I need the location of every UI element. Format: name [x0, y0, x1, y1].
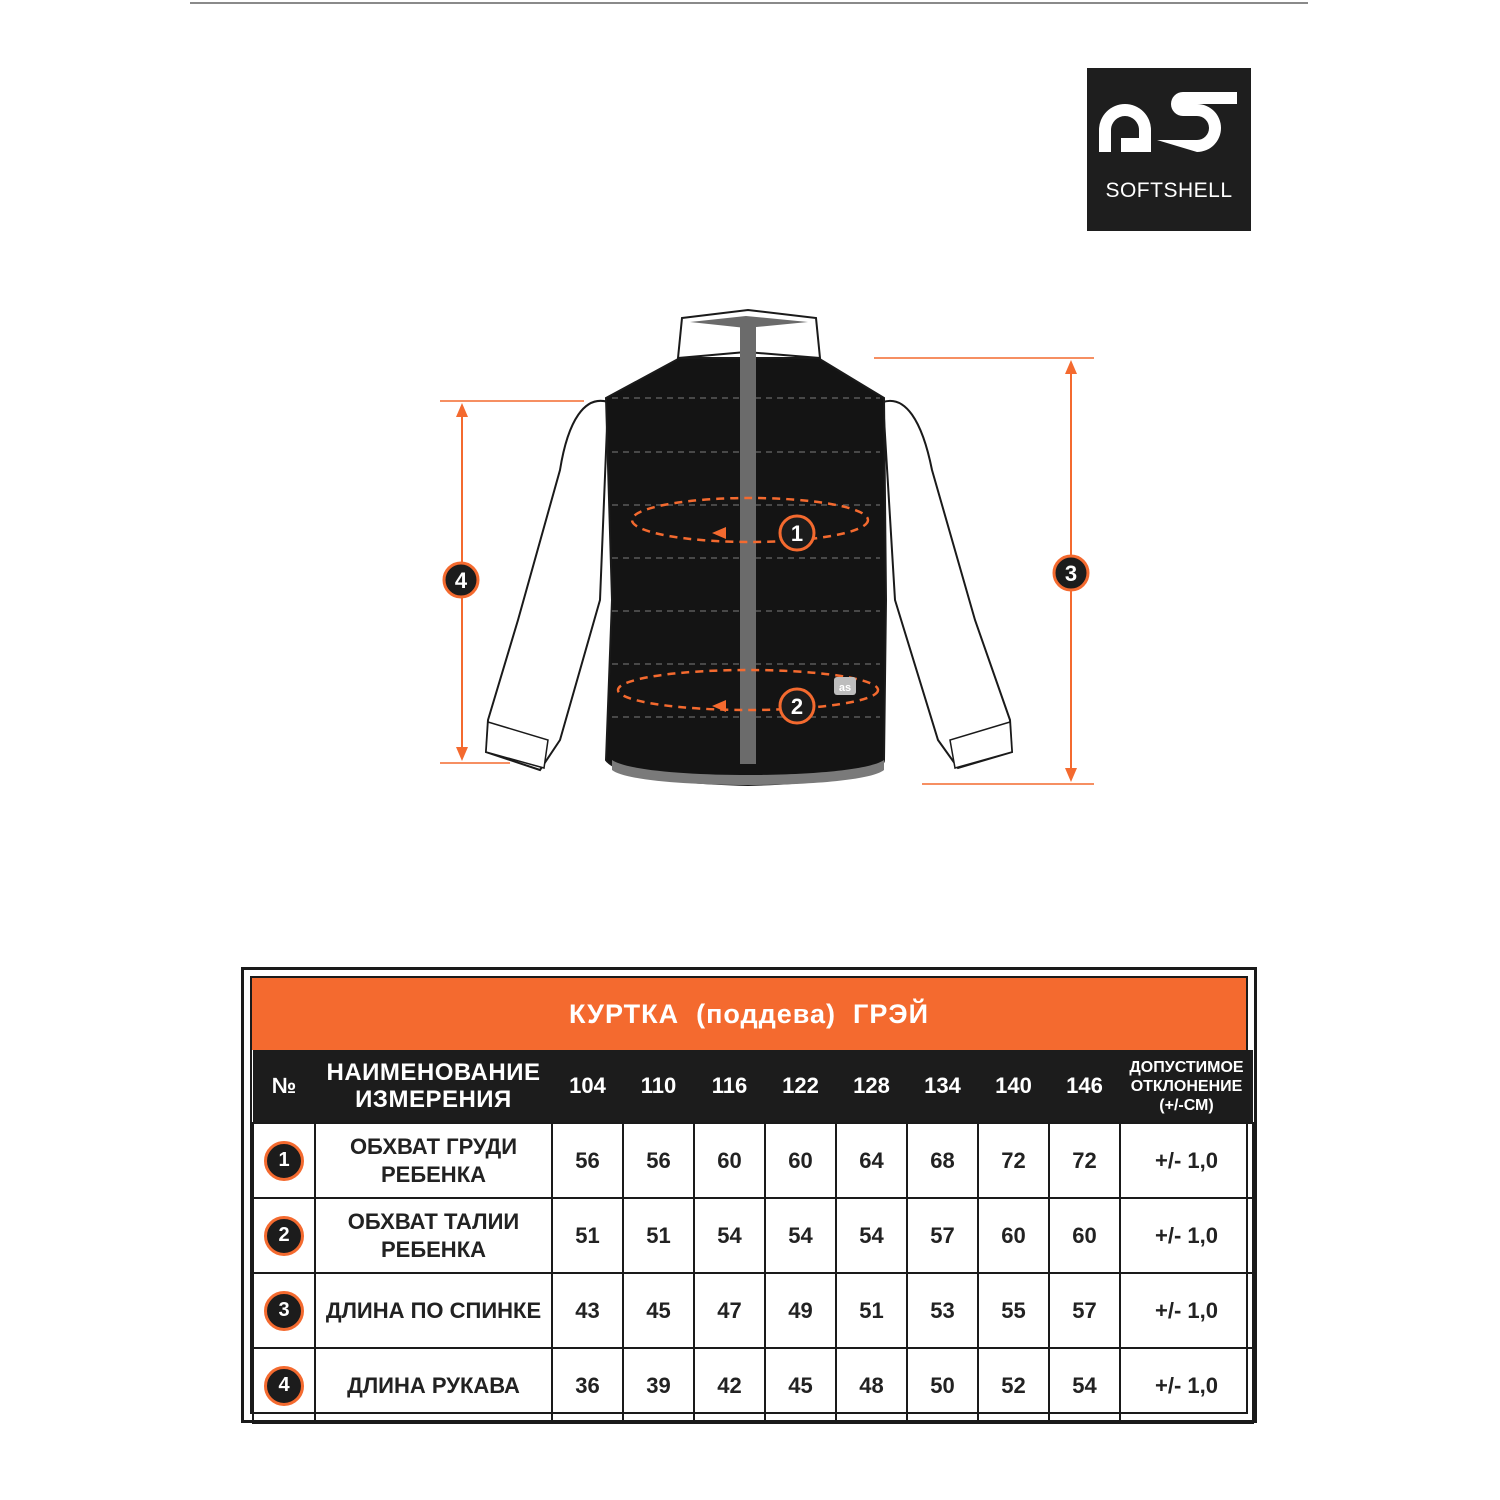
- measurement-name: ДЛИНА РУКАВА: [315, 1348, 552, 1423]
- svg-text:4: 4: [454, 568, 468, 593]
- value-cell: 48: [836, 1348, 907, 1423]
- value-cell: 54: [1049, 1348, 1120, 1423]
- header-size-146: 146: [1049, 1050, 1120, 1123]
- size-chart: [241, 967, 1257, 1423]
- table-header-row: [253, 1050, 1253, 1123]
- measurement-name: ОБХВАТ ГРУДИ РЕБЕНКА: [315, 1123, 552, 1198]
- row-number-cell: [253, 1198, 315, 1273]
- value-cell: 60: [978, 1198, 1049, 1273]
- row-number-badge: 2: [264, 1216, 304, 1256]
- row-number-cell: [253, 1123, 315, 1198]
- measurement-name: ОБХВАТ ТАЛИИ РЕБЕНКА: [315, 1198, 552, 1273]
- value-cell: 54: [765, 1198, 836, 1273]
- value-cell: 51: [552, 1198, 623, 1273]
- table-row: [253, 1123, 1253, 1198]
- jacket-logo-text: as: [838, 682, 852, 694]
- value-cell: 57: [907, 1198, 978, 1273]
- row-number-cell: [253, 1348, 315, 1423]
- size-chart-inner: [250, 976, 1248, 1414]
- value-cell: 68: [907, 1123, 978, 1198]
- marker-4: [444, 563, 478, 597]
- header-size-134: 134: [907, 1050, 978, 1123]
- value-cell: 72: [1049, 1123, 1120, 1198]
- row-number-badge: 4: [264, 1366, 304, 1406]
- row-number-cell: [253, 1273, 315, 1348]
- table-row: [253, 1273, 1253, 1348]
- value-cell: 57: [1049, 1273, 1120, 1348]
- table-row: [253, 1198, 1253, 1273]
- header-measurement-name: НАИМЕНОВАНИЕ ИЗМЕРЕНИЯ: [315, 1050, 552, 1123]
- value-cell: 54: [694, 1198, 765, 1273]
- svg-text:3: 3: [1064, 561, 1078, 586]
- value-cell: 51: [836, 1273, 907, 1348]
- brand-logo-text: SOFTSHELL: [1105, 179, 1233, 202]
- measurement-name: ДЛИНА ПО СПИНКЕ: [315, 1273, 552, 1348]
- value-cell: 54: [836, 1198, 907, 1273]
- tolerance-cell: +/- 1,0: [1120, 1198, 1253, 1273]
- tolerance-cell: +/- 1,0: [1120, 1273, 1253, 1348]
- value-cell: 45: [765, 1348, 836, 1423]
- header-tolerance: ДОПУСТИМОЕ ОТКЛОНЕНИЕ (+/-СМ): [1120, 1050, 1253, 1123]
- tolerance-cell: +/- 1,0: [1120, 1348, 1253, 1423]
- tolerance-cell: +/- 1,0: [1120, 1123, 1253, 1198]
- size-table: [252, 1050, 1254, 1424]
- value-cell: 52: [978, 1348, 1049, 1423]
- marker-2: [780, 689, 814, 723]
- header-size-128: 128: [836, 1050, 907, 1123]
- row-number-badge: 3: [264, 1291, 304, 1331]
- header-size-110: 110: [623, 1050, 694, 1123]
- value-cell: 55: [978, 1273, 1049, 1348]
- value-cell: 60: [694, 1123, 765, 1198]
- value-cell: 39: [623, 1348, 694, 1423]
- value-cell: 64: [836, 1123, 907, 1198]
- svg-text:1: 1: [790, 521, 804, 546]
- value-cell: 42: [694, 1348, 765, 1423]
- header-size-140: 140: [978, 1050, 1049, 1123]
- header-size-104: 104: [552, 1050, 623, 1123]
- value-cell: 56: [623, 1123, 694, 1198]
- value-cell: 56: [552, 1123, 623, 1198]
- header-no: №: [253, 1050, 315, 1123]
- value-cell: 60: [765, 1123, 836, 1198]
- value-cell: 49: [765, 1273, 836, 1348]
- value-cell: 36: [552, 1348, 623, 1423]
- value-cell: 45: [623, 1273, 694, 1348]
- marker-3: [1054, 556, 1088, 590]
- value-cell: 60: [1049, 1198, 1120, 1273]
- marker-1: [780, 516, 814, 550]
- value-cell: 43: [552, 1273, 623, 1348]
- value-cell: 51: [623, 1198, 694, 1273]
- value-cell: 53: [907, 1273, 978, 1348]
- header-size-116: 116: [694, 1050, 765, 1123]
- svg-text:2: 2: [790, 694, 804, 719]
- left-sleeve: [486, 401, 608, 770]
- value-cell: 72: [978, 1123, 1049, 1198]
- value-cell: 50: [907, 1348, 978, 1423]
- table-row: [253, 1348, 1253, 1423]
- right-sleeve: [883, 401, 1012, 768]
- table-title: КУРТКА (поддева) ГРЭЙ: [252, 978, 1246, 1050]
- row-number-badge: 1: [264, 1141, 304, 1181]
- value-cell: 47: [694, 1273, 765, 1348]
- header-size-122: 122: [765, 1050, 836, 1123]
